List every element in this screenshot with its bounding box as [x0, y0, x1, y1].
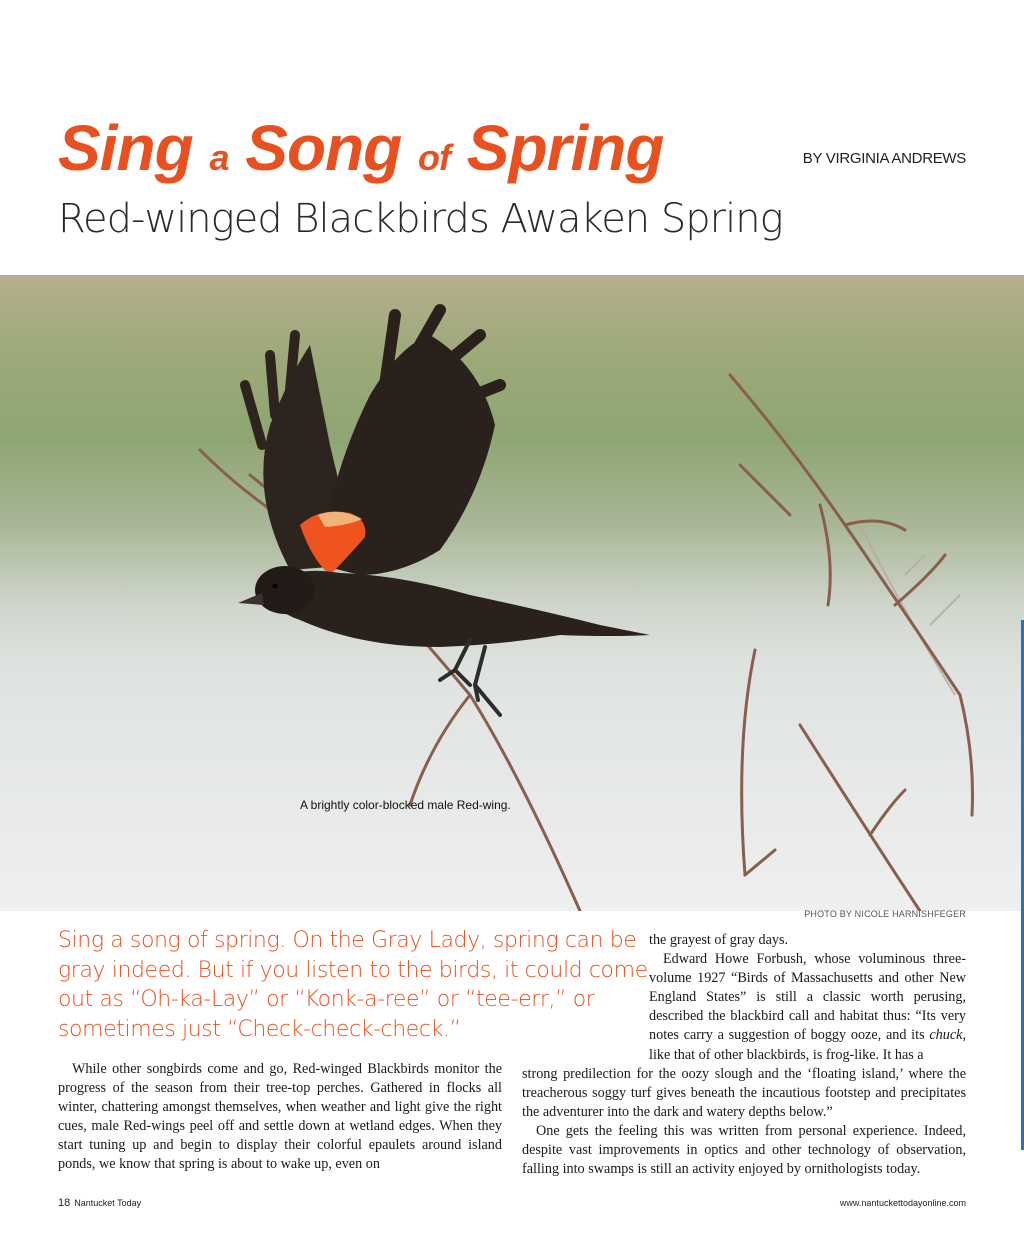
article-paragraph-1-end: the grayest of gray days. — [649, 932, 789, 948]
article-paragraph-2-part-b: , like that of other blackbirds, is frog-like. It has a — [649, 1027, 966, 1063]
blackbird-illustration — [0, 275, 1024, 911]
page-number: 18 — [58, 1197, 71, 1209]
byline: BY VIRGINIA ANDREWS — [802, 150, 966, 167]
article-title — [58, 108, 663, 198]
article-paragraph-2-cont: strong predilection for the oozy slough and the ‘floating island,’ where the treacherous soggy turf gives beneath the incautious footstep and precipitates the adventurer into the dark and watery depths below.” — [522, 1065, 966, 1120]
publication-name: Nantucket Today — [74, 1198, 142, 1208]
background-branches — [860, 525, 960, 695]
title-word-spring: Spring — [466, 112, 664, 184]
title-word-sing: Sing — [58, 112, 193, 184]
article-paragraph-2-part-a: Edward Howe Forbush, whose voluminous three-volume 1927 “Birds of Massachusetts and other New England States” is still a classic worth perusing, described the blackbird call and habitat thus: “Its very notes carry a suggestion of boggy ooze, and its — [649, 951, 966, 1044]
article-paragraph-2 — [649, 950, 966, 1065]
red-winged-blackbird — [238, 310, 650, 715]
article-column-right — [522, 931, 966, 1179]
title-word-of: of — [418, 137, 450, 178]
article-paragraph-1: While other songbirds come and go, Red-winged Blackbirds monitor the progress of the season from their tree-top perches. Gathered in flocks all winter, chattering amongst themselves, when weather and light give the right cues, male Red-wings peel off and settle down at wetland edges. When they start tuning up and begin to display their colorful epaulets around island ponds, we know that spring is about to wake up, even on — [58, 1061, 502, 1173]
title-word-song: Song — [245, 112, 402, 184]
chuck-emphasis: chuck — [929, 1027, 963, 1044]
footer-website: www.nantuckettodayonline.com — [839, 1198, 966, 1208]
pull-quote: Sing a song of spring. On the Gray Lady, spring can be gray indeed. But if you listen to the birds, it could come out as “Oh-ka-Lay” or “Konk-a-ree” or “tee-err,” or sometimes just “Check-check-check.” — [58, 928, 648, 1042]
footer-folio — [58, 1197, 141, 1209]
article-column-left — [58, 1060, 502, 1175]
photo-caption: A brightly color-blocked male Red-wing. — [300, 798, 511, 812]
article-indented-block — [522, 931, 966, 1065]
article-paragraph-3: One gets the feeling this was written from personal experience. Indeed, despite vast improvements in optics and other technology of observation, falling into swamps is still an activity enjoyed by ornithologists today. — [522, 1122, 966, 1178]
article-subtitle: Red-winged Blackbirds Awaken Spring — [58, 196, 783, 242]
title-word-a: a — [209, 137, 229, 178]
hero-photo — [0, 275, 1024, 911]
photo-credit: PHOTO BY NICOLE HARNISHFEGER — [804, 909, 966, 919]
